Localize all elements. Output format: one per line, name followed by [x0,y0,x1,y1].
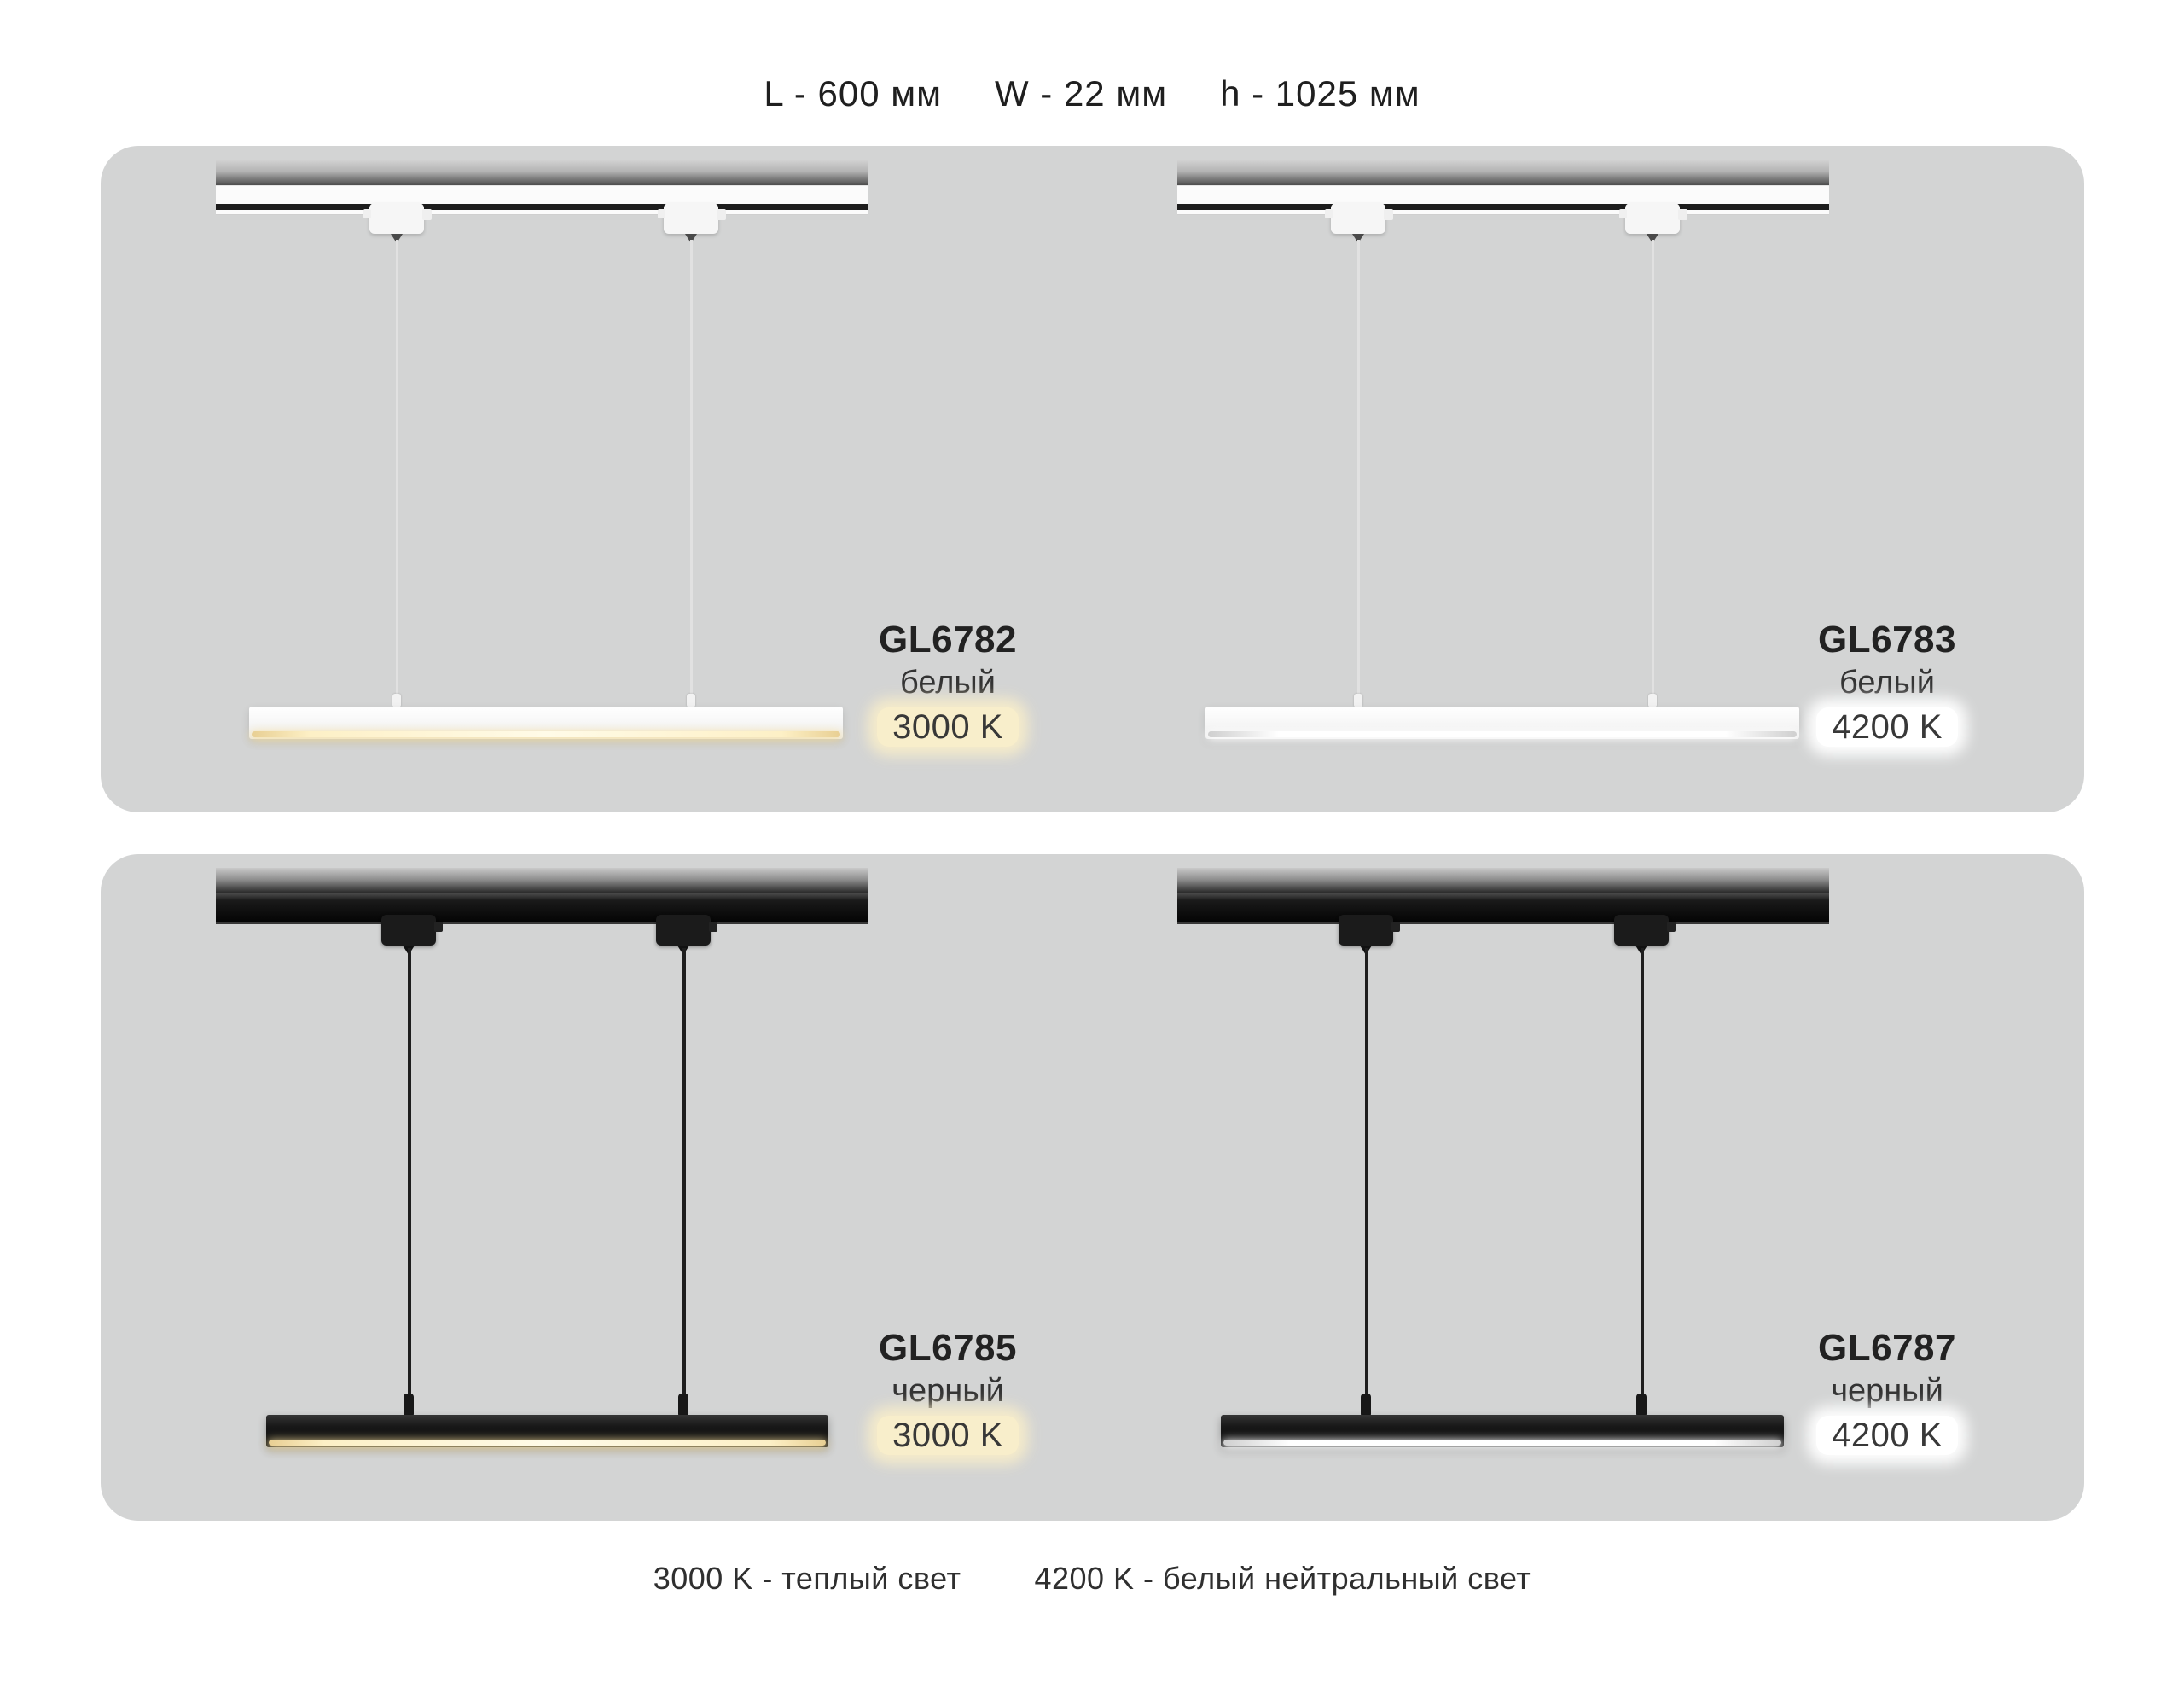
finish-label: черный [892,1373,1004,1409]
light-bar [1221,1415,1784,1447]
suspension-cord [1357,240,1360,711]
product-label [1716,618,2058,747]
suspension-cord [1641,948,1644,1419]
cord-gripper [1648,694,1657,707]
cord-gripper [1354,694,1362,707]
track-adapter [1625,203,1680,234]
finish-label: черный [1831,1373,1943,1409]
product-photo [101,854,2084,1521]
track-rail [1177,893,1829,924]
dimensions-header [0,67,2184,121]
temperature-badge: 4200 K [1816,1416,1958,1455]
cord-connector [1361,1394,1371,1417]
dimension-width: W - 22 мм [994,73,1168,113]
temperature-legend [0,1553,2184,1604]
track-adapter [1339,915,1393,946]
finish-label: белый [900,665,996,701]
light-bar [1205,707,1799,739]
legend-warm: 3000 K - теплый свет [653,1561,961,1596]
temperature-badge: 3000 K [877,707,1019,747]
track-shadow [1177,868,1829,893]
track-rail [1177,185,1829,215]
temperature-badge: 4200 K [1816,707,1958,747]
finish-label: белый [1839,665,1935,701]
dimension-length: L - 600 мм [764,73,942,113]
product-label [1716,1326,2058,1455]
product-photo [101,146,2084,812]
temperature-badge: 3000 K [877,1416,1019,1455]
model-label: GL6787 [1818,1327,1956,1369]
model-label: GL6785 [879,1327,1017,1369]
track-shadow [1177,160,1829,185]
track-adapter [1614,915,1669,946]
model-label: GL6782 [879,619,1017,660]
model-label: GL6783 [1818,619,1956,660]
cord-connector [1636,1394,1647,1417]
track-adapter [1331,203,1385,234]
legend-neutral: 4200 K - белый нейтральный свет [1034,1561,1531,1596]
light-glow [1223,1440,1781,1446]
panel-black-fixtures [101,854,2084,1521]
suspension-cord [1652,240,1654,711]
panel-white-fixtures [101,146,2084,812]
dimension-height: h - 1025 мм [1220,73,1420,113]
suspension-cord [1365,948,1368,1419]
light-glow [1208,731,1797,737]
